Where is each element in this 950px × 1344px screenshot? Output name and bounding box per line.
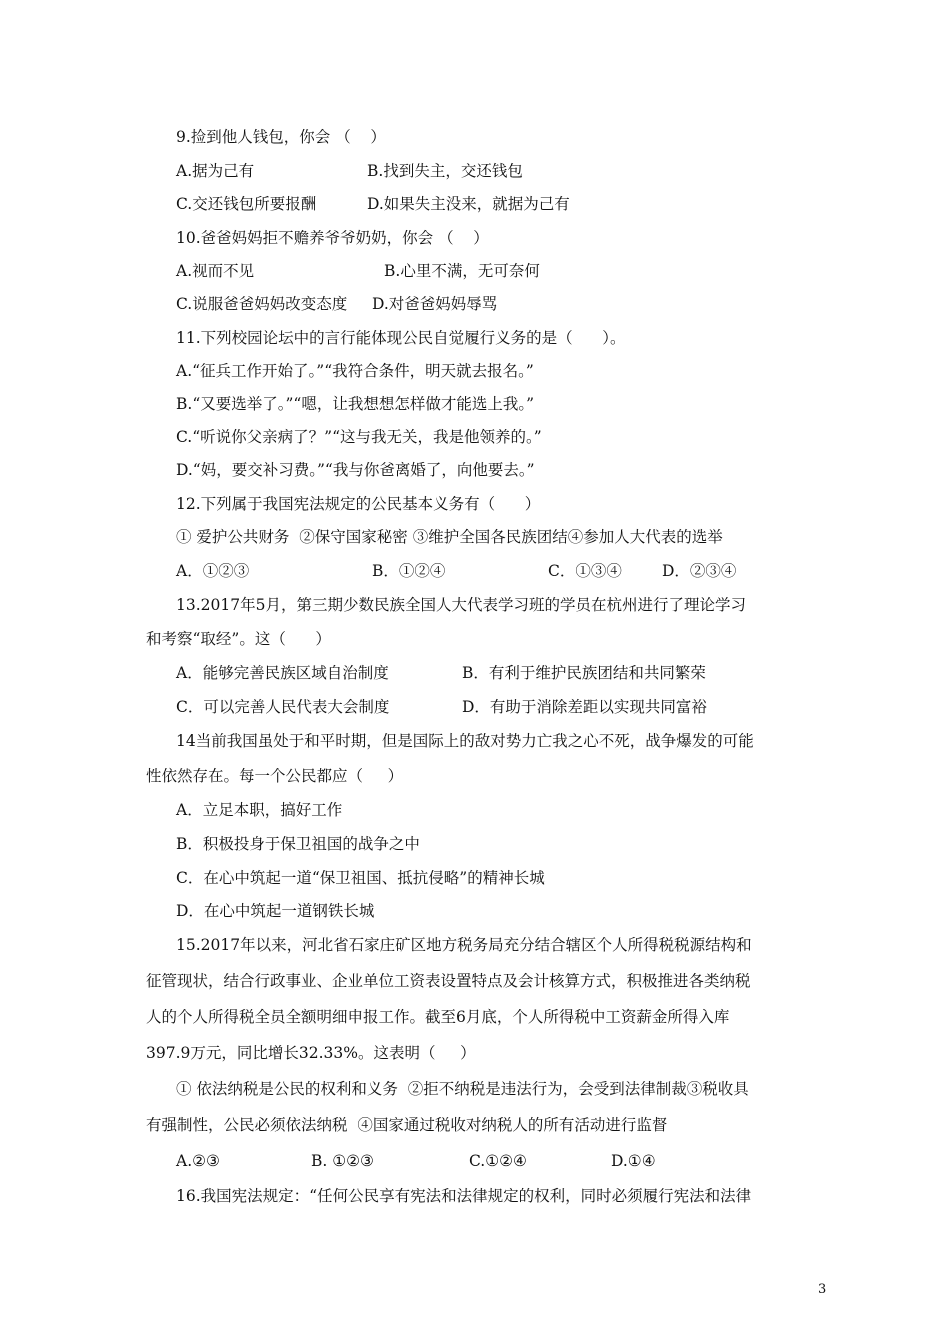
question-11-option-c: C.“听说你父亲病了？”“这与我无关，我是他领养的。” xyxy=(176,428,542,446)
question-15-option-c: C.①②④ xyxy=(469,1152,527,1170)
question-15-statements-line-2: 有强制性，公民必须依法纳税 ④国家通过税收对纳税人的所有活动进行监督 xyxy=(146,1116,668,1134)
question-14-option-a: A．立足本职，搞好工作 xyxy=(176,801,343,819)
question-15-statements-line-1: ① 依法纳税是公民的权利和义务 ②拒不纳税是违法行为，会受到法律制裁③税收具 xyxy=(176,1080,749,1098)
question-15-stem-line-4: 397.9万元，同比增长32.33%。这表明（ ） xyxy=(146,1044,476,1062)
question-13-stem-line-2: 和考察“取经”。这（ ） xyxy=(146,630,331,648)
question-15-stem-line-3: 人的个人所得税全员全额明细申报工作。截至6月底，个人所得税中工资薪金所得入库 xyxy=(146,1008,730,1026)
question-10-option-c: C.说服爸爸妈妈改变态度 xyxy=(176,295,348,313)
question-13-option-a: A．能够完善民族区域自治制度 xyxy=(176,664,389,682)
question-14-option-b: B．积极投身于保卫祖国的战争之中 xyxy=(176,835,420,853)
question-12-option-b: B．①②④ xyxy=(372,562,446,580)
question-9-option-c: C.交还钱包所要报酬 xyxy=(176,195,317,213)
question-10-option-b: B.心里不满，无可奈何 xyxy=(384,262,540,280)
question-10-option-d: D.对爸爸妈妈辱骂 xyxy=(372,295,498,313)
question-9-stem: 9.捡到他人钱包，你会 （ ） xyxy=(176,128,386,146)
question-12-option-c: C．①③④ xyxy=(548,562,622,580)
question-10-stem: 10.爸爸妈妈拒不赡养爷爷奶奶，你会 （ ） xyxy=(176,229,489,247)
question-15-stem-line-2: 征管现状，结合行政事业、企业单位工资表设置特点及会计核算方式，积极推进各类纳税 xyxy=(146,972,751,990)
question-10-option-a: A.视而不见 xyxy=(176,262,255,280)
question-13-option-c: C．可以完善人民代表大会制度 xyxy=(176,698,390,716)
question-13-option-d: D．有助于消除差距以实现共同富裕 xyxy=(462,698,707,716)
question-11-option-b: B.“又要选举了。”“嗯，让我想想怎样做才能选上我。” xyxy=(176,395,535,413)
question-15-option-b: B. ①②③ xyxy=(311,1152,374,1170)
question-11-stem: 11.下列校园论坛中的言行能体现公民自觉履行义务的是（ ）。 xyxy=(176,329,626,347)
question-13-option-b: B．有利于维护民族团结和共同繁荣 xyxy=(462,664,706,682)
question-15-option-d: D.①④ xyxy=(611,1152,656,1170)
question-12-option-d: D．②③④ xyxy=(662,562,737,580)
question-16-stem: 16.我国宪法规定：“任何公民享有宪法和法律规定的权利，同时必须履行宪法和法律 xyxy=(176,1187,752,1205)
question-14-option-d: D．在心中筑起一道钢铁长城 xyxy=(176,902,375,920)
question-11-option-a: A.“征兵工作开始了。”“我符合条件，明天就去报名。” xyxy=(176,362,534,380)
question-15-option-a: A.②③ xyxy=(176,1152,220,1170)
question-9-option-d: D.如果失主没来，就据为己有 xyxy=(367,195,570,213)
question-14-option-c: C．在心中筑起一道“保卫祖国、抵抗侵略”的精神长城 xyxy=(176,869,545,887)
question-9-option-b: B.找到失主，交还钱包 xyxy=(367,162,523,180)
question-14-stem-line-2: 性依然存在。每一个公民都应（ ） xyxy=(146,767,404,785)
question-15-stem-line-1: 15.2017年以来，河北省石家庄矿区地方税务局充分结合辖区个人所得税税源结构和 xyxy=(176,936,752,954)
question-12-statements: ① 爱护公共财务 ②保守国家秘密 ③维护全国各民族团结④参加人大代表的选举 xyxy=(176,528,723,546)
page-number: 3 xyxy=(818,1282,827,1297)
question-11-option-d: D.“妈，要交补习费。”“我与你爸离婚了，向他要去。” xyxy=(176,461,535,479)
question-14-stem-line-1: 14当前我国虽处于和平时期，但是国际上的敌对势力亡我之心不死，战争爆发的可能 xyxy=(176,732,754,750)
question-13-stem-line-1: 13.2017年5月，第三期少数民族全国人大代表学习班的学员在杭州进行了理论学习 xyxy=(176,596,746,614)
question-12-option-a: A．①②③ xyxy=(176,562,250,580)
question-9-option-a: A.据为己有 xyxy=(176,162,255,180)
question-12-stem: 12.下列属于我国宪法规定的公民基本义务有（ ） xyxy=(176,495,541,513)
